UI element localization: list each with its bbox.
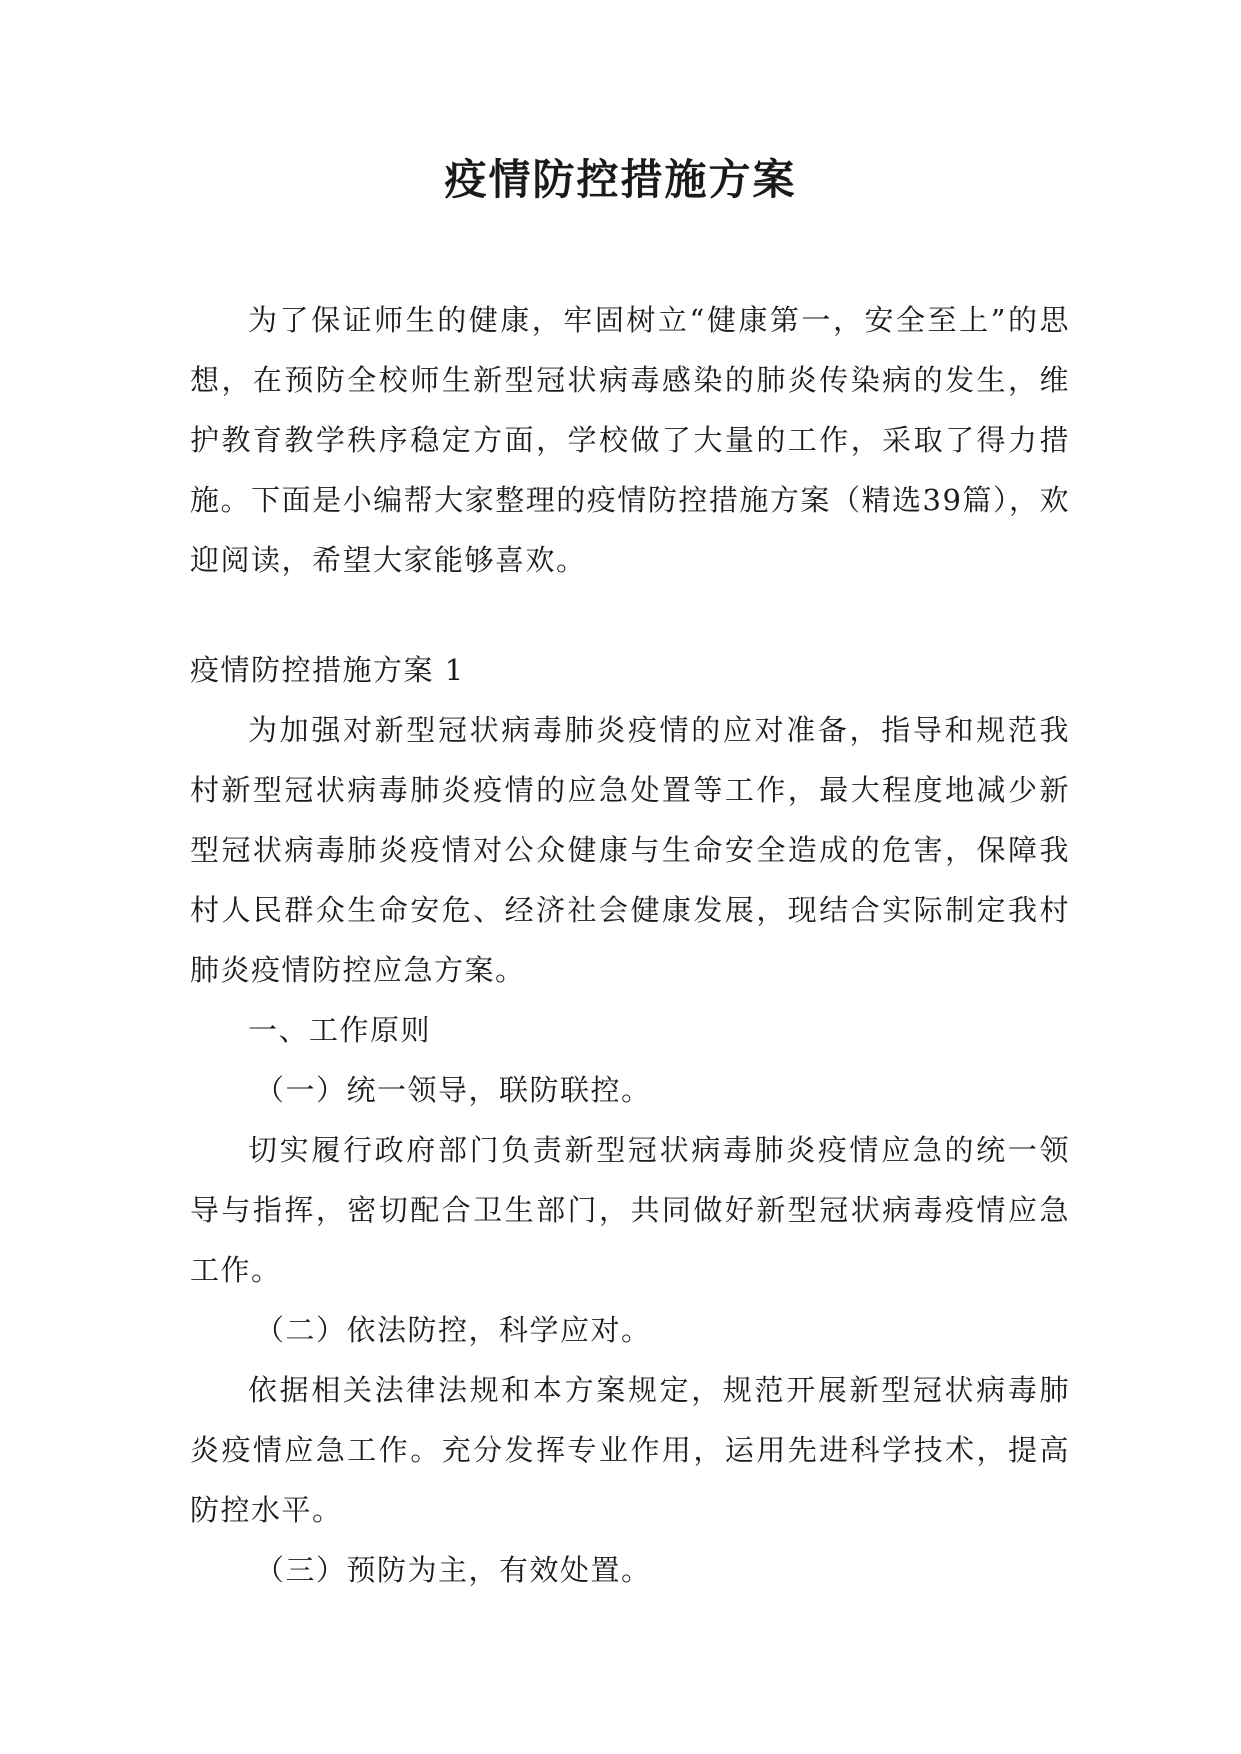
document-body [190, 290, 1070, 1600]
item-heading: （二）依法防控，科学应对。 [255, 1313, 652, 1347]
item-heading: （三）预防为主，有效处置。 [255, 1553, 652, 1587]
item-paragraph: 切实履行政府部门负责新型冠状病毒肺炎疫情应急的统一领导与指挥，密切配合卫生部门，共同做好新型冠状病毒疫情应急工作。 [190, 1133, 1070, 1287]
item-heading: （一）统一领导，联防联控。 [255, 1073, 652, 1107]
section-paragraph: 为加强对新型冠状病毒肺炎疫情的应对准备，指导和规范我村新型冠状病毒肺炎疫情的应急处置等工作，最大程度地减少新型冠状病毒肺炎疫情对公众健康与生命安全造成的危害，保障我村人民群众生命安危、经济社会健康发展，现结合实际制定我村肺炎疫情防控应急方案。 [190, 713, 1070, 987]
intro-paragraph: 为了保证师生的健康，牢固树立“健康第一，安全至上”的思想，在预防全校师生新型冠状病毒感染的肺炎传染病的发生，维护教育教学秩序稳定方面，学校做了大量的工作，采取了得力措施。下面是小编帮大家整理的疫情防控措施方案（精选39篇），欢迎阅读，希望大家能够喜欢。 [190, 303, 1070, 577]
principles-heading: 一、工作原则 [248, 1013, 432, 1047]
document-title: 疫情防控措施方案 [444, 155, 797, 204]
section-heading: 疫情防控措施方案 1 [190, 653, 465, 687]
item-paragraph: 依据相关法律法规和本方案规定，规范开展新型冠状病毒肺炎疫情应急工作。充分发挥专业作用，运用先进科学技术，提高防控水平。 [190, 1373, 1070, 1527]
